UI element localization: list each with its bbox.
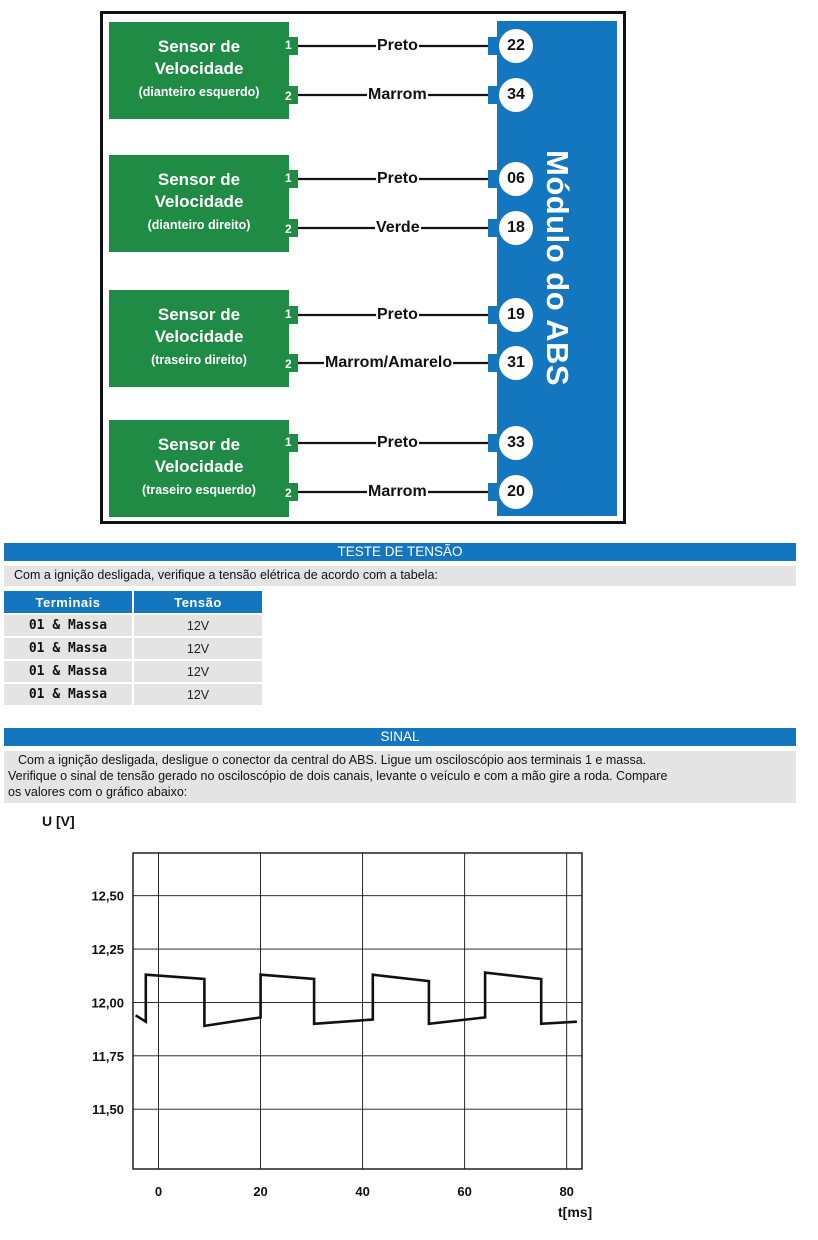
table-row — [4, 614, 263, 637]
y-tick-label: 12,25 — [91, 942, 124, 958]
table-row — [4, 660, 263, 683]
x-tick-label: 40 — [355, 1184, 370, 1199]
sensor-position: (dianteiro direito) — [147, 218, 251, 232]
sensor-title: Velocidade — [154, 457, 244, 476]
sensor-title: Sensor de — [157, 37, 241, 56]
sensor-title: Sensor de — [157, 305, 241, 324]
table-row — [4, 637, 263, 660]
x-tick-label: 80 — [559, 1184, 574, 1199]
pin-number: 2 — [285, 357, 292, 371]
voltage-cell: 12V — [133, 660, 263, 683]
voltage-test-description: Com a ignição desligada, verifique a tensão elétrica de acordo com a tabela: — [4, 566, 796, 586]
signal-description — [4, 751, 796, 803]
terminal-badge: 06 — [499, 162, 533, 196]
sensor-title: Velocidade — [154, 327, 244, 346]
terminal-cell: 01 & Massa — [4, 683, 133, 705]
signal-series-line — [136, 973, 577, 1026]
y-tick-label: 12,00 — [91, 995, 124, 1011]
sensor-title: Velocidade — [154, 192, 244, 211]
pin-number: 1 — [285, 38, 292, 52]
x-tick-label: 0 — [154, 1184, 163, 1199]
pin-number: 2 — [285, 89, 292, 103]
pin-number: 2 — [285, 222, 292, 236]
y-tick-label: 11,50 — [92, 1102, 124, 1118]
chart-grid — [133, 853, 582, 1169]
sensor-front-right — [109, 155, 289, 252]
terminal-badge: 19 — [499, 298, 533, 332]
sensor-position: (traseiro esquerdo) — [142, 483, 256, 497]
y-tick-label: 11,75 — [92, 1048, 124, 1064]
sensor-position: (dianteiro esquerdo) — [138, 85, 260, 99]
signal-description-line: Verifique o sinal de tensão gerado no osciloscópio de dois canais, levante o veículo e com a mão gire a roda. Compare — [8, 769, 668, 783]
abs-module-label: Módulo do ABS — [540, 150, 575, 387]
wire-color-label: Preto — [377, 306, 418, 323]
pin-number: 1 — [285, 307, 292, 321]
x-axis-title: t[ms] — [558, 1204, 593, 1220]
tick-labels — [91, 889, 573, 1199]
terminal-badge: 31 — [499, 346, 533, 380]
voltage-table — [4, 591, 264, 705]
terminal-badge: 18 — [499, 211, 533, 245]
terminal-badge: 20 — [499, 475, 533, 509]
column-header-terminals: Terminais — [4, 591, 133, 614]
voltage-cell: 12V — [133, 683, 263, 705]
wire-color-label: Marrom — [368, 86, 427, 103]
wire-color-label: Marrom/Amarelo — [325, 354, 453, 371]
wire-color-label: Verde — [376, 219, 420, 236]
wire-color-label: Preto — [377, 170, 418, 187]
signal-chart — [0, 808, 818, 1240]
signal-description-line: Com a ignição desligada, desligue o conector da central do ABS. Ligue um osciloscópio aos terminais 1 e massa. — [18, 753, 647, 767]
voltage-test-header: TESTE DE TENSÃO — [4, 543, 796, 561]
signal-header: SINAL — [4, 728, 796, 746]
sensor-rear-right — [109, 290, 289, 387]
plot-frame — [133, 853, 582, 1169]
sensor-position: (traseiro direito) — [151, 353, 247, 367]
voltage-cell: 12V — [133, 614, 263, 637]
terminal-badge: 34 — [499, 78, 533, 112]
y-tick-label: 12,50 — [91, 888, 124, 904]
signal-description-line: os valores com o gráfico abaixo: — [8, 785, 188, 799]
x-tick-label: 20 — [253, 1184, 268, 1199]
voltage-cell: 12V — [133, 637, 263, 660]
table-row — [4, 683, 263, 705]
column-header-voltage: Tensão — [133, 591, 263, 614]
sensor-title: Sensor de — [157, 170, 241, 189]
terminal-badge: 22 — [499, 29, 533, 63]
sensor-title: Velocidade — [154, 59, 244, 78]
terminal-cell: 01 & Massa — [4, 614, 133, 637]
pin-number: 1 — [285, 435, 292, 449]
wire-color-label: Preto — [377, 37, 418, 54]
terminal-badge: 33 — [499, 426, 533, 460]
pin-number: 1 — [285, 171, 292, 185]
terminal-cell: 01 & Massa — [4, 660, 133, 683]
sensor-title: Sensor de — [157, 435, 241, 454]
pin-number: 2 — [285, 486, 292, 500]
sensor-rear-left — [109, 420, 289, 517]
x-tick-label: 60 — [457, 1184, 472, 1199]
wire-color-label: Marrom — [368, 483, 427, 500]
wire-color-label: Preto — [377, 434, 418, 451]
terminal-cell: 01 & Massa — [4, 637, 133, 660]
sensor-front-left — [109, 22, 289, 119]
y-axis-title: U [V] — [42, 813, 75, 829]
